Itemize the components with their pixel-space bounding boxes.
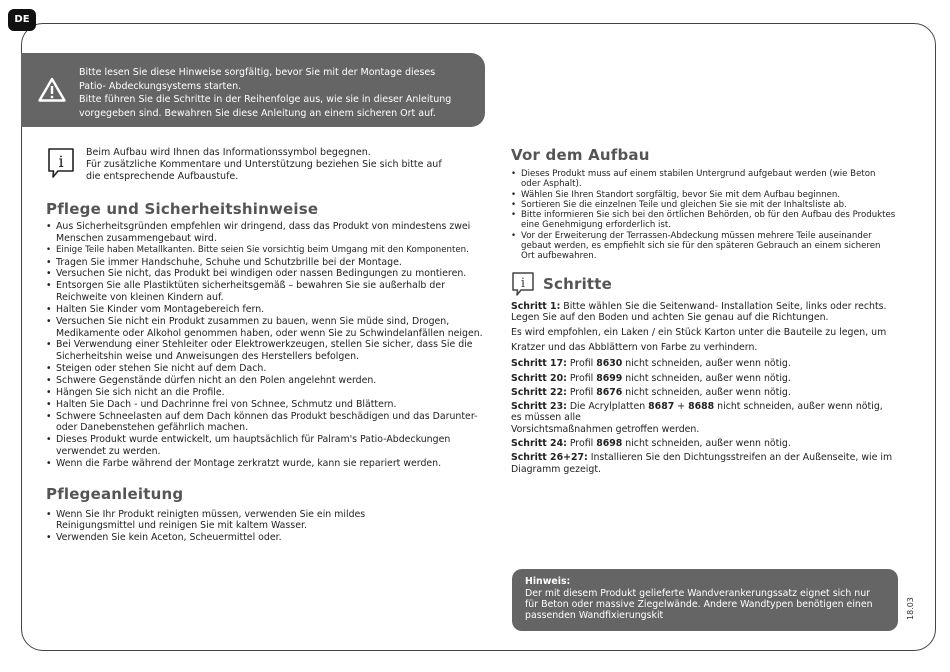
list-item: • Steigen oder stehen Sie nicht auf dem Dach. (46, 363, 486, 375)
list-item: • Aus Sicherheitsgründen empfehlen wir dringend, dass das Produkt von mindestens zwei Menschen zusammengebaut wird. (46, 221, 486, 245)
step-23-note: Vorsichtsmaßnahmen getroffen werden. (511, 423, 700, 435)
step-20: Schritt 20: Profil 8699 nicht schneiden, außer wenn nötig. (511, 372, 791, 384)
svg-text:i: i (58, 152, 64, 171)
list-item: • Schwere Gegenstände dürfen nicht an den Polen angelehnt werden. (46, 375, 486, 387)
language-badge: DE (8, 9, 36, 31)
document-code: 18.03 (906, 597, 915, 620)
list-item: • Schwere Schneelasten auf dem Dach können das Produkt beschädigen und das Darunter- oder Danebenstehen gefährlich machen. (46, 411, 486, 435)
care-instructions-list (46, 509, 376, 543)
list-item: • Halten Sie Kinder vom Montagebereich fern. (46, 304, 486, 316)
list-item: • Bei Verwendung einer Stehleiter oder Elektrowerkzeugen, stellen Sie sicher, dass Sie die Sicherheitshin weise und Anweisungen des Herstellers befolgen. (46, 339, 486, 363)
list-item: • Dieses Produkt wurde entwickelt, um hauptsächlich für Palram's Patio-Abdeckungen verwendet zu werden. (46, 434, 486, 458)
step-1: Schritt 1: Bitte wählen Sie die Seitenwand- Installation Seite, links oder rechts. Legen Sie auf den Boden und achten Sie genau auf die Richtungen. (511, 300, 887, 323)
info-icon (46, 147, 76, 179)
list-item: • Versuchen Sie nicht ein Produkt zusammen zu bauen, wenn Sie müde sind, Drogen, Medikamente oder Alkohol genommen haben, oder wenn Sie zu Schwindelanfällen neigen. (46, 316, 486, 340)
warning-line: Bitte führen Sie die Schritte in der Reihenfolge aus, wie sie in dieser Anleitung (79, 94, 452, 105)
svg-text:i: i (520, 275, 526, 291)
list-item: • Verwenden Sie kein Aceton, Scheuermittel oder. (46, 532, 376, 543)
info-line: Beim Aufbau wird Ihnen das Informationssymbol begegnen. (86, 147, 371, 158)
step-24: Schritt 24: Profil 8698 nicht schneiden, außer wenn nötig. (511, 438, 791, 450)
section-title-care-safety: Pflege und Sicherheitshinweise (46, 200, 319, 218)
section-title-before-assembly: Vor dem Aufbau (511, 146, 650, 164)
step-26-27: Schritt 26+27: Installieren Sie den Dichtungsstreifen an der Außenseite, wie im Diagramm gezeigt. (511, 452, 893, 475)
left-column (46, 200, 486, 543)
section-title-steps: Schritte (543, 274, 613, 293)
warning-triangle-icon (38, 77, 66, 102)
warning-box (21, 53, 485, 127)
list-item: • Entsorgen Sie alle Plastiktüten sicherheitsgemäß – bewahren Sie sie außerhalb der Reichweite von kleinen Kindern auf. (46, 280, 486, 304)
info-line: die entsprechende Aufbaustufe. (86, 171, 239, 182)
list-item: • Einige Teile haben Metallkanten. Bitte seien Sie vorsichtig beim Umgang mit den Komponenten. (46, 245, 486, 257)
list-item: • Hängen Sie sich nicht an die Profile. (46, 387, 486, 399)
list-item: • Dieses Produkt muss auf einem stabilen Untergrund aufgebaut werden (wie Beton oder Asphalt). (511, 169, 896, 190)
list-item: • Wenn Sie Ihr Produkt reinigten müssen, verwenden Sie ein mildes Reinigungsmittel und reinigen Sie mit kaltem Wasser. (46, 509, 376, 532)
before-assembly-list (511, 169, 896, 262)
info-note (46, 147, 486, 183)
warning-line: Bitte lesen Sie diese Hinweise sorgfältig, bevor Sie mit der Montage dieses (79, 67, 436, 78)
info-icon (511, 271, 535, 297)
list-item: • Wählen Sie Ihren Standort sorgfältig, bevor Sie mit dem Aufbau beginnen. (511, 190, 896, 200)
list-item: • Tragen Sie immer Handschuhe, Schuhe und Schutzbrille bei der Montage. (46, 257, 486, 269)
list-item: • Sortieren Sie die einzelnen Teile und gleichen Sie sie mit der Inhaltsliste ab. (511, 200, 896, 210)
warning-line: vorgegeben sind. Bewahren Sie diese Anleitung an einem sicheren Ort auf. (79, 107, 436, 119)
hint-text: Der mit diesem Produkt gelieferte Wandverankerungssatz eignet sich nur für Beton oder massive Ziegelwände. Andere Wandtypen benötigen einen passenden Wandfixierungskit (525, 588, 873, 621)
list-item: • Halten Sie Dach - und Dachrinne frei von Schnee, Schmutz und Blättern. (46, 399, 486, 411)
warning-line: Patio- Abdeckungsystems starten. (79, 80, 242, 92)
steps-heading (511, 271, 896, 297)
step-17: Schritt 17: Profil 8630 nicht schneiden, außer wenn nötig. (511, 358, 791, 370)
step-22: Schritt 22: Profil 8676 nicht schneiden, außer wenn nötig. (511, 386, 791, 398)
right-column (511, 146, 896, 475)
care-safety-list (46, 221, 486, 470)
steps-list (511, 301, 896, 475)
step-1-note: Es wird empfohlen, ein Laken / ein Stück Karton unter die Bauteile zu legen, um Kratzer und das Abblättern von Farbe zu verhindern. (511, 327, 887, 353)
list-item: • Versuchen Sie nicht, das Produkt bei windigen oder nassen Bedingungen zu montieren. (46, 268, 486, 280)
hint-title: Hinweis: (525, 576, 571, 587)
hint-box (512, 569, 898, 631)
list-item: • Wenn die Farbe während der Montage zerkratzt wurde, kann sie repariert werden. (46, 458, 486, 470)
info-line: Für zusätzliche Kommentare und Unterstützung beziehen Sie sich bitte auf (86, 159, 442, 170)
list-item: • Vor der Erweiterung der Terrassen-Abdeckung müssen mehrere Teile auseinander gebaut werden, es empfiehlt sich sie für den späteren Gebrauch an einem sicheren Ort aufbewahren. (511, 231, 896, 262)
section-title-care-instructions: Pflegeanleitung (46, 484, 184, 503)
list-item: • Bitte informieren Sie sich bei den örtlichen Behörden, ob für den Aufbau des Produktes eine Genehmigung erforderlich ist. (511, 210, 896, 231)
step-23: Schritt 23: Die Acrylplatten 8687 + 8688 nicht schneiden, außer wenn nötig, es müssen alle (511, 401, 883, 424)
